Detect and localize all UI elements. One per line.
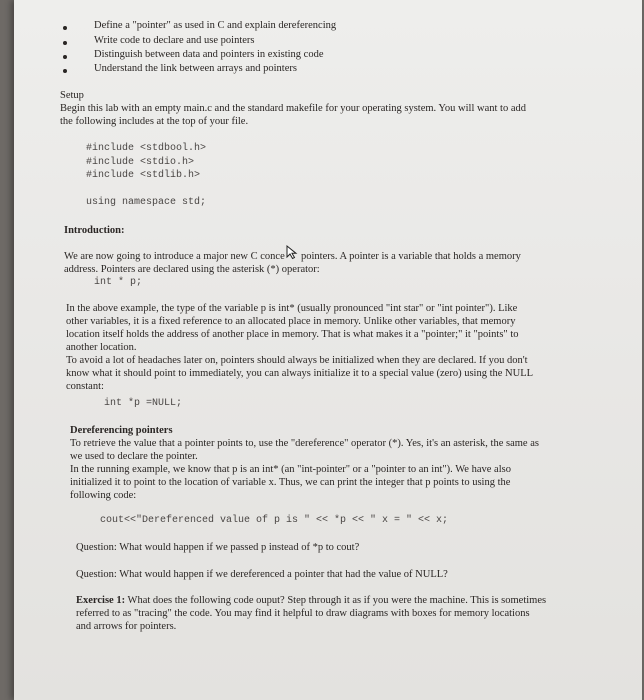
intro-text-line: location itself holds the address of another place in memory. That is what makes it a "pointer;" it "points" to [66, 329, 519, 340]
include-line: #include <stdlib.h> [86, 170, 201, 181]
pointer-declaration-code: int * p; [94, 277, 143, 288]
intro-text-line: We are now going to introduce a major new C conce [64, 251, 285, 262]
bullet-icon [63, 26, 67, 30]
intro-text-line: another location. [66, 342, 137, 353]
exercise-1-line [76, 595, 546, 607]
setup-text-line: Begin this lab with an empty main.c and the standard makefile for your operating system. You will want to add [60, 103, 526, 114]
document-page [14, 0, 642, 700]
intro-text-line: pointers. A pointer is a variable that holds a memory [301, 251, 521, 262]
intro-text-line: other variables, it is a fixed reference to an allocated place in memory. Unlike other variables, that memory [66, 316, 516, 327]
intro-text-line: In the above example, the type of the variable p is int* (usually pronounced "int star" or "int pointer"). Like [66, 303, 518, 314]
exercise-label: Exercise 1: [76, 595, 126, 606]
exercise-text: What does the following code ouput? Step through it as if you were the machine. This is sometimes [125, 595, 547, 606]
intro-text-line: constant: [66, 381, 104, 392]
bullet-icon [63, 41, 67, 45]
cout-dereference-code: cout<<"Dereferenced value of p is " << *p << " x = " << x; [100, 515, 449, 526]
dereferencing-heading: Dereferencing pointers [70, 425, 173, 436]
deref-text-line: To retrieve the value that a pointer points to, use the "dereference" operator (*). Yes, it's an asterisk, the same as [70, 438, 539, 449]
null-init-code: int *p =NULL; [104, 398, 183, 409]
intro-text-line: address. Pointers are declared using the asterisk (*) operator: [64, 264, 320, 275]
deref-text-line: In the running example, we know that p is an int* (an "int-pointer" or a "pointer to an int"). We have also [70, 464, 511, 475]
deref-text-line: following code: [70, 490, 137, 501]
question-2: Question: What would happen if we dereferenced a pointer that had the value of NULL? [76, 569, 448, 580]
objective-item: Define a "pointer" as used in C and explain dereferencing [94, 20, 337, 31]
intro-text-line: To avoid a lot of headaches later on, pointers should always be initialized when they are declared. If you don't [66, 355, 528, 366]
intro-text-line: know what it should point to immediately, you can always initialize it to a special value (zero) using the NULL [66, 368, 534, 379]
exercise-text-line: referred to as "tracing" the code. You may find it helpful to draw diagrams with boxes for memory locations [76, 608, 530, 619]
setup-text-line: the following includes at the top of your file. [60, 116, 249, 127]
bullet-icon [63, 55, 67, 59]
question-1: Question: What would happen if we passed p instead of *p to cout? [76, 542, 360, 553]
include-line: #include <stdio.h> [86, 157, 195, 168]
objective-item: Write code to declare and use pointers [94, 35, 255, 46]
deref-text-line: initialized it to point to the location of variable x. Thus, we can print the integer that p points to using the [70, 477, 511, 488]
exercise-text-line: and arrows for pointers. [76, 621, 177, 632]
setup-heading: Setup [60, 90, 84, 101]
introduction-heading: Introduction: [64, 225, 125, 236]
objective-item: Distinguish between data and pointers in existing code [94, 49, 324, 60]
mouse-cursor-icon [285, 244, 301, 260]
include-line: #include <stdbool.h> [86, 143, 207, 154]
objective-item: Understand the link between arrays and pointers [94, 63, 297, 74]
deref-text-line: we used to declare the pointer. [70, 451, 198, 462]
bullet-icon [63, 69, 67, 73]
using-namespace-line: using namespace std; [86, 197, 207, 208]
